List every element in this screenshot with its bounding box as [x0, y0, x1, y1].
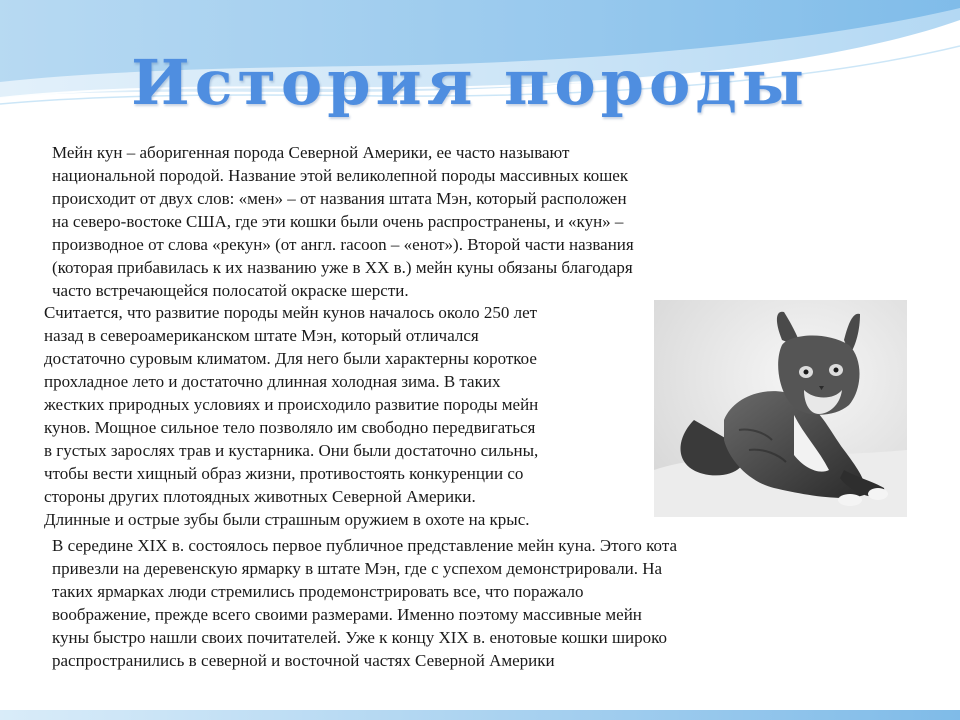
text-line: происходит от двух слов: «мен» – от названия штата Мэн, который расположен	[52, 189, 627, 208]
text-line: привезли на деревенскую ярмарку в штате Мэн, где с успехом демонстрировали. На	[52, 559, 663, 578]
text-line: чтобы вести хищный образ жизни, противостоять конкуренции со	[44, 464, 524, 483]
text-line: В середине XIX в. состоялось первое публичное представление мейн куна. Этого кота	[52, 536, 678, 555]
text-line: прохладное лето и достаточно длинная холодная зима. В таких	[44, 372, 501, 391]
paragraph-origin-of-name	[52, 141, 634, 302]
footer-strip-decoration	[0, 710, 960, 720]
text-line: национальной породой. Название этой великолепной породы массивных кошек	[52, 166, 629, 185]
paragraph-breed-development	[44, 301, 538, 531]
text-line: достаточно суровым климатом. Для него были характерны короткое	[44, 349, 537, 368]
text-line: на северо-востоке США, где эти кошки были очень распространены, и «кун» –	[52, 212, 624, 231]
text-line: распространились в северной и восточной частях Северной Америки	[52, 651, 555, 670]
maine-coon-cat-photo	[654, 300, 907, 517]
text-line: назад в североамериканском штате Мэн, который отличался	[44, 326, 479, 345]
slide-title: История породы	[131, 46, 809, 119]
text-line: Считается, что развитие породы мейн кунов началось около 250 лет	[44, 303, 538, 322]
text-line: стороны других плотоядных животных Северной Америки.	[44, 487, 476, 506]
cat-illustration	[654, 300, 907, 517]
text-line: (которая прибавилась к их названию уже в XX в.) мейн куны обязаны благодаря	[52, 258, 633, 277]
text-line: Мейн кун – аборигенная порода Северной Америки, ее часто называют	[52, 143, 570, 162]
text-line: производное от слова «рекун» (от англ. racoon – «енот»). Второй части названия	[52, 235, 634, 254]
text-line: куны быстро нашли своих почитателей. Уже к концу XIX в. енотовые кошки широко	[52, 628, 668, 647]
text-line: таких ярмарках люди стремились продемонстрировать все, что поражало	[52, 582, 584, 601]
text-line: Длинные и острые зубы были страшным оружием в охоте на крыс.	[44, 510, 530, 529]
text-line: часто встречающейся полосатой окраске шерсти.	[52, 281, 409, 300]
text-line: в густых зарослях трав и кустарника. Они были достаточно сильны,	[44, 441, 539, 460]
text-line: жестких природных условиях и происходило развитие породы мейн	[44, 395, 539, 414]
text-line: воображение, прежде всего своими размерами. Именно поэтому массивные мейн	[52, 605, 642, 624]
paragraph-first-exhibition	[52, 534, 677, 672]
text-line: кунов. Мощное сильное тело позволяло им свободно передвигаться	[44, 418, 536, 437]
